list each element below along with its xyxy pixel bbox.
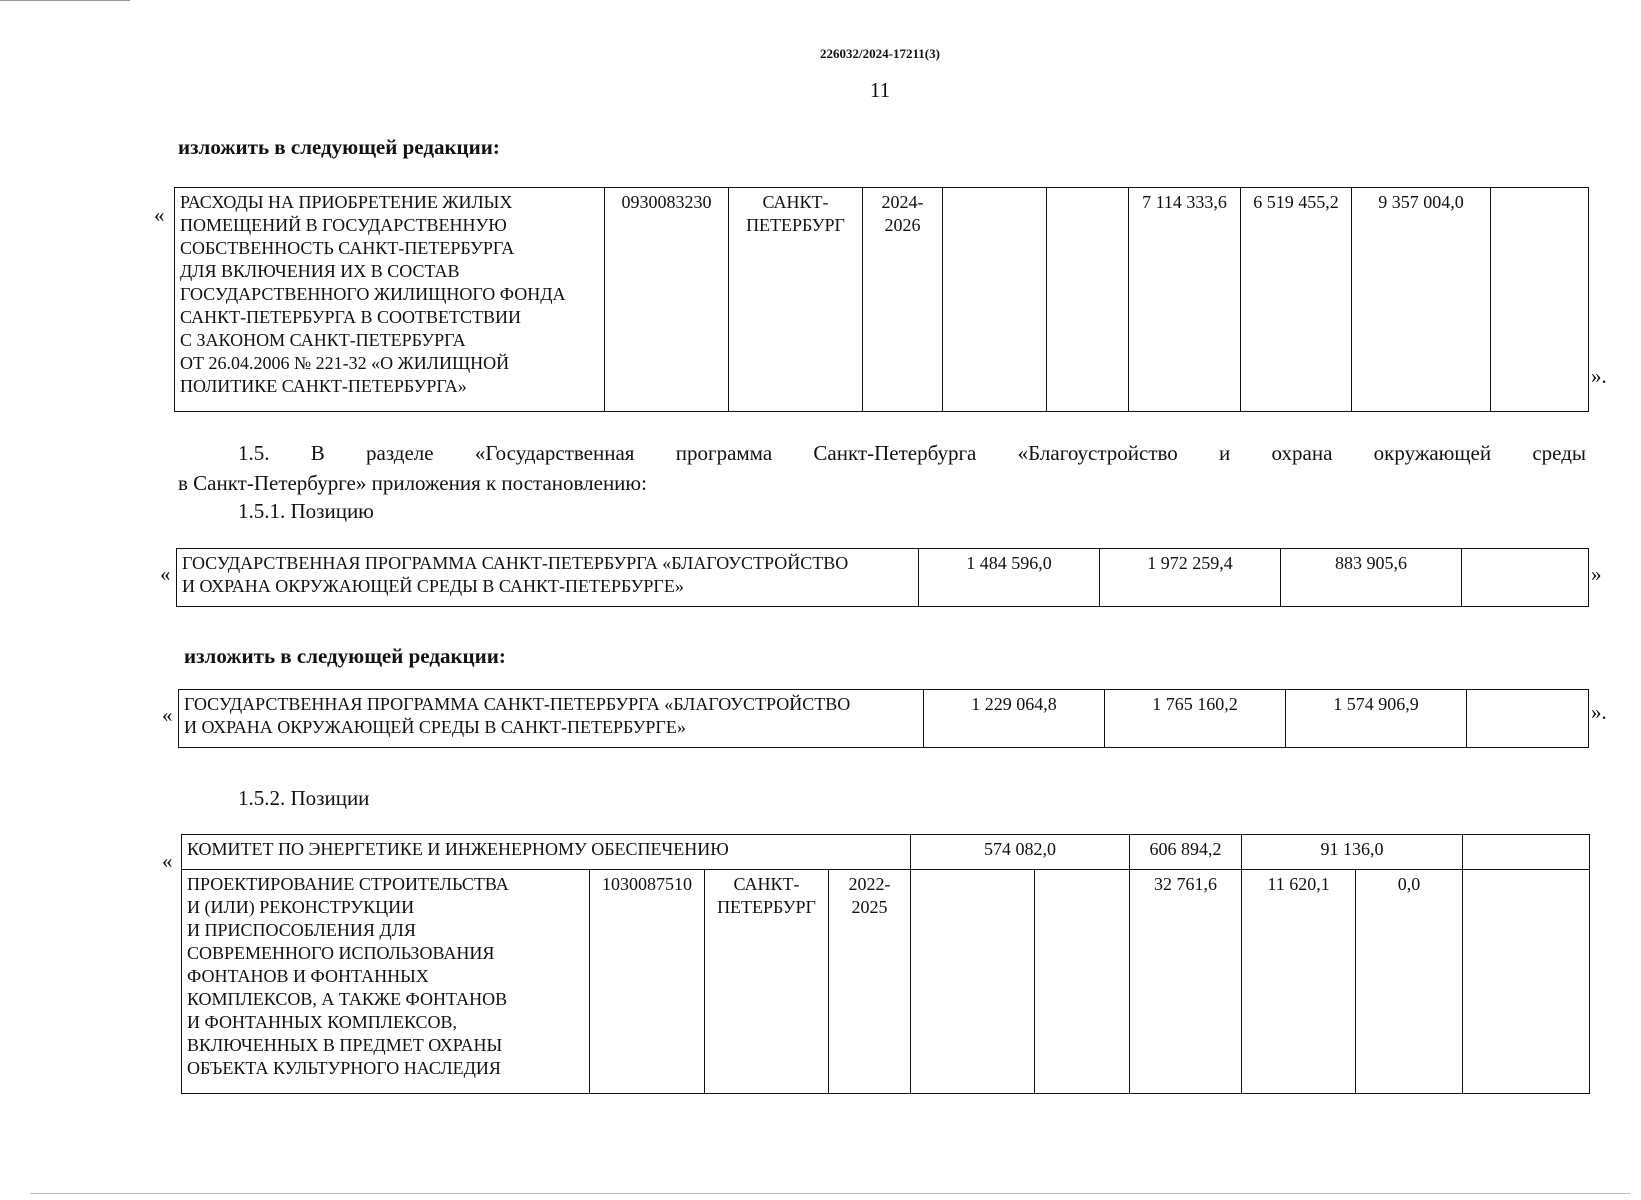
value-cell [1462,549,1589,607]
close-quote: ». [1591,364,1607,388]
table-program-new [178,689,1589,748]
years: 2022- 2025 [829,870,911,1094]
value-cell [1463,835,1590,870]
table-program-old [176,548,1589,607]
value-cell: 1 765 160,2 [1105,690,1286,748]
position-name: ПРОЕКТИРОВАНИЕ СТРОИТЕЛЬСТВА И (ИЛИ) РЕКОНСТРУКЦИИ И ПРИСПОСОБЛЕНИЯ ДЛЯ СОВРЕМЕННОГО ИСПОЛЬЗОВАНИЯ ФОНТАНОВ И ФОНТАННЫХ КОМПЛЕКСОВ, А ТАКЖЕ ФОНТАНОВ И ФОНТАННЫХ КОМПЛЕКСОВ, ВКЛЮЧЕННЫХ В ПРЕДМЕТ ОХРАНЫ ОБЪЕКТА КУЛЬТУРНОГО НАСЛЕДИЯ [182,870,590,1094]
page-number: 11 [869,78,891,102]
value-cell: 11 620,1 [1242,870,1356,1094]
value-cell: 91 136,0 [1242,835,1463,870]
section-1-5-line-1: 1.5. В разделе «Государственная программа Санкт-Петербурга «Благоустройство и охрана окружающей среды [238,441,1586,465]
open-quote: « [160,562,171,586]
subsection-1-5-2: 1.5.2. Позиции [238,786,370,810]
table-row [182,870,1590,1094]
position-name: КОМИТЕТ ПО ЭНЕРГЕТИКЕ И ИНЖЕНЕРНОМУ ОБЕСПЕЧЕНИЮ [182,835,911,870]
value-cell: 574 082,0 [911,835,1130,870]
table-row [182,835,1590,870]
value-cell [1467,690,1589,748]
budget-code: 0930083230 [605,188,729,412]
close-quote: ». [1591,700,1607,724]
value-cell: 1 574 906,9 [1286,690,1467,748]
value-cell [1035,870,1130,1094]
value-cell: 1 484 596,0 [919,549,1100,607]
value-cell: 6 519 455,2 [1241,188,1352,412]
location: САНКТ- ПЕТЕРБУРГ [729,188,863,412]
location: САНКТ- ПЕТЕРБУРГ [705,870,829,1094]
value-cell: 1 972 259,4 [1100,549,1281,607]
intro-text: изложить в следующей редакции: [178,135,500,159]
value-cell: 32 761,6 [1130,870,1242,1094]
years: 2024- 2026 [863,188,943,412]
value-cell: 606 894,2 [1130,835,1242,870]
scan-bottom-edge [30,1193,1630,1194]
value-cell: 7 114 333,6 [1129,188,1241,412]
close-quote: » [1591,562,1602,586]
open-quote: « [162,849,173,873]
position-name: РАСХОДЫ НА ПРИОБРЕТЕНИЕ ЖИЛЫХ ПОМЕЩЕНИЙ В ГОСУДАРСТВЕННУЮ СОБСТВЕННОСТЬ САНКТ-ПЕТЕРБУРГА ДЛЯ ВКЛЮЧЕНИЯ ИХ В СОСТАВ ГОСУДАРСТВЕННОГО ЖИЛИЩНОГО ФОНДА САНКТ-ПЕТЕРБУРГА В СООТВЕТСТВИИ С ЗАКОНОМ САНКТ-ПЕТЕРБУРГА ОТ 26.04.2006 № 221-32 «О ЖИЛИЩНОЙ ПОЛИТИКЕ САНКТ-ПЕТЕРБУРГА» [175,188,605,412]
value-cell: 883 905,6 [1281,549,1462,607]
table-row [175,188,1589,412]
value-cell [943,188,1047,412]
table-energy-committee [181,834,1590,1094]
table-row [177,549,1589,607]
position-name: ГОСУДАРСТВЕННАЯ ПРОГРАММА САНКТ-ПЕТЕРБУРГА «БЛАГОУСТРОЙСТВО И ОХРАНА ОКРУЖАЮЩЕЙ СРЕДЫ В САНКТ-ПЕТЕРБУРГЕ» [179,690,924,748]
open-quote: « [154,203,165,227]
section-1-5-line-2: в Санкт-Петербурге» приложения к постановлению: [178,471,647,495]
value-cell: 0,0 [1356,870,1463,1094]
value-cell [1047,188,1129,412]
position-name: ГОСУДАРСТВЕННАЯ ПРОГРАММА САНКТ-ПЕТЕРБУРГА «БЛАГОУСТРОЙСТВО И ОХРАНА ОКРУЖАЮЩЕЙ СРЕДЫ В САНКТ-ПЕТЕРБУРГЕ» [177,549,919,607]
value-cell [911,870,1035,1094]
table-housing-expenses [174,187,1589,412]
value-cell: 1 229 064,8 [924,690,1105,748]
document-number: 226032/2024-17211(3) [820,46,940,61]
scan-edge-line [0,0,130,1]
value-cell [1491,188,1589,412]
intro-text-2: изложить в следующей редакции: [184,644,506,668]
value-cell: 9 357 004,0 [1352,188,1491,412]
open-quote: « [162,703,173,727]
subsection-1-5-1: 1.5.1. Позицию [238,499,374,523]
budget-code: 1030087510 [590,870,705,1094]
table-row [179,690,1589,748]
value-cell [1463,870,1590,1094]
